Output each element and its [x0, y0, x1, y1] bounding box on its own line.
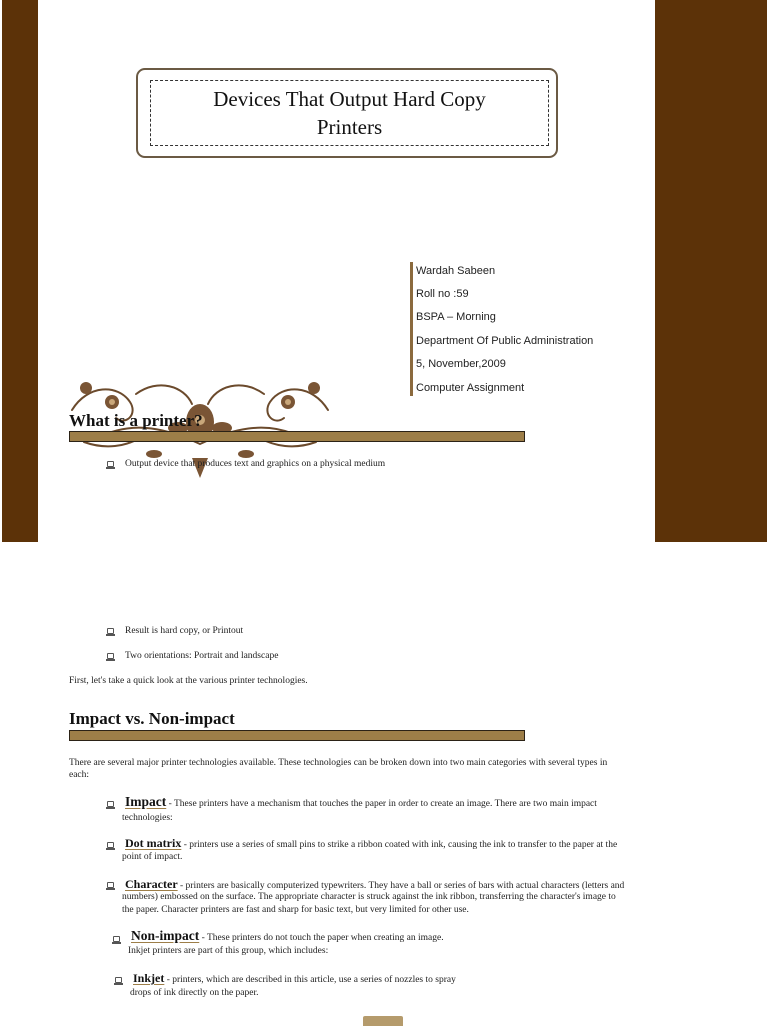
author-info-block	[410, 262, 633, 396]
item-text-continued: technologies:	[122, 813, 173, 823]
bullet-icon	[107, 461, 114, 467]
item-text-continued: Inkjet printers are part of this group, which includes:	[128, 946, 329, 956]
list-item	[125, 796, 597, 810]
title-box	[136, 68, 558, 158]
item-text: - These printers do not touch the paper when creating an image.	[199, 933, 444, 943]
section-rule-1	[69, 431, 525, 442]
section-heading-what-is-printer: What is a printer?	[69, 411, 203, 430]
title-line-2: Printers	[316, 115, 383, 139]
left-decorative-bar	[2, 0, 38, 542]
right-decorative-bar	[655, 0, 767, 542]
paragraph-line: each:	[69, 770, 90, 780]
author-roll: Roll no :59	[416, 288, 469, 300]
title-line-1: Devices That Output Hard Copy	[213, 87, 486, 111]
paragraph-line: There are several major printer technologies available. These technologies can be broken down into two main categories with several types in	[69, 758, 608, 768]
term-dot-matrix: Dot matrix	[125, 836, 182, 850]
list-item	[133, 972, 456, 986]
item-text: - printers are basically computerized typewriters. They have a ball or series of bars with actual characters (letters and	[177, 881, 625, 891]
item-text: - These printers have a mechanism that touches the paper in order to create an image. There are two main impact	[166, 799, 597, 809]
bottom-decorative-tab	[363, 1016, 403, 1026]
bullet-icon	[107, 628, 114, 634]
item-text-continued: drops of ink directly on the paper.	[130, 988, 259, 998]
term-inkjet: Inkjet	[133, 971, 165, 985]
title-dashed-frame	[150, 80, 549, 146]
bullet-icon	[113, 936, 120, 942]
list-item	[125, 878, 624, 892]
author-program: BSPA – Morning	[416, 311, 496, 323]
author-name: Wardah Sabeen	[416, 265, 496, 277]
bullet-icon	[107, 653, 114, 659]
list-item	[131, 930, 444, 944]
item-text: - printers use a series of small pins to strike a ribbon coated with ink, causing the ink to transfer to the paper at the	[181, 840, 618, 850]
item-text-continued: numbers) embossed on the surface. The appropriate character is struck against the ink ribbon, transferring the character's image to	[122, 892, 616, 902]
author-department: Department Of Public Administration	[416, 335, 594, 347]
term-non-impact: Non-impact	[131, 928, 200, 943]
section-heading-impact: Impact vs. Non-impact	[69, 709, 235, 728]
term-character: Character	[125, 877, 178, 891]
bullet-icon	[115, 977, 122, 983]
bullet-text: Two orientations: Portrait and landscape	[125, 651, 279, 661]
item-text-continued: the paper. Character printers are fast and sharp for basic text, but very limited for other use.	[122, 905, 469, 915]
item-text: - printers, which are described in this article, use a series of nozzles to spray	[164, 975, 456, 985]
intro-paragraph: First, let's take a quick look at the various printer technologies.	[69, 676, 308, 686]
bullet-icon	[107, 842, 114, 848]
section-rule-2	[69, 730, 525, 741]
bullet-icon	[107, 801, 114, 807]
item-text-continued: point of impact.	[122, 852, 183, 862]
author-assignment: Computer Assignment	[416, 382, 525, 394]
bullet-icon	[107, 882, 114, 888]
bullet-text: Output device that produces text and graphics on a physical medium	[125, 459, 386, 469]
term-impact: Impact	[125, 794, 167, 809]
list-item	[125, 837, 617, 851]
author-date: 5, November,2009	[416, 358, 506, 370]
bullet-text: Result is hard copy, or Printout	[125, 626, 244, 636]
